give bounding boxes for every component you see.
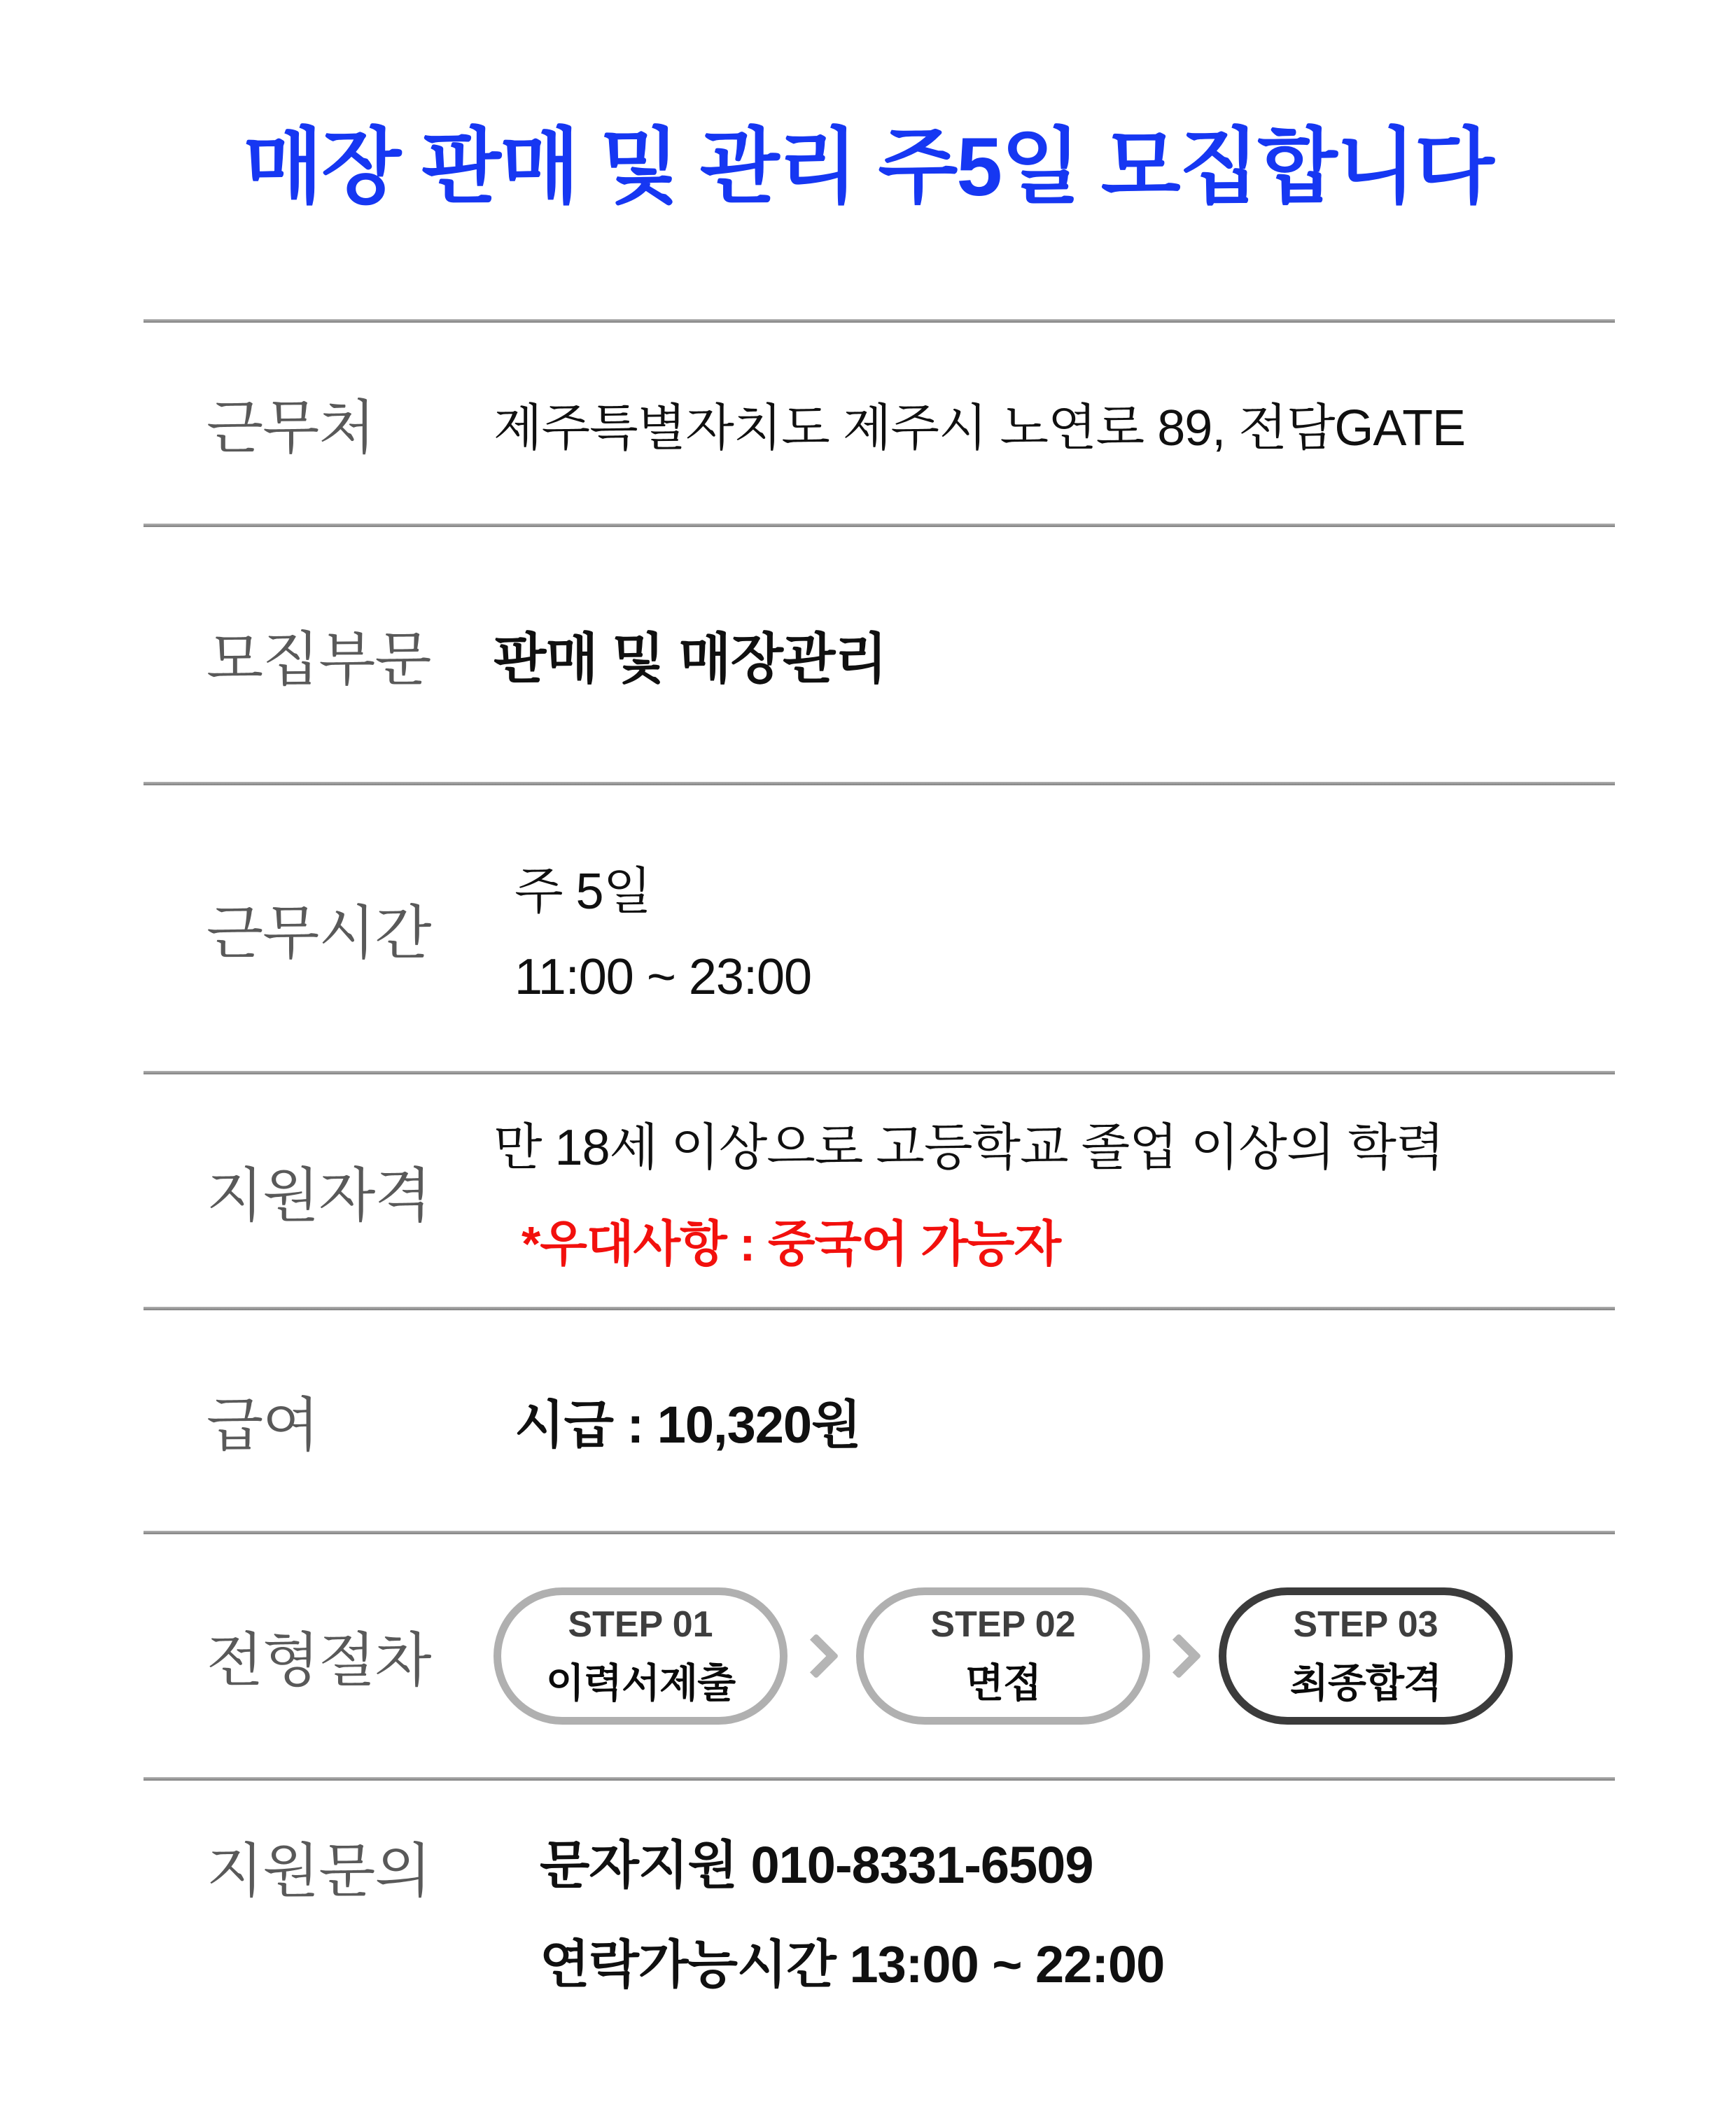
row-label-hiring-process: 전형절차 xyxy=(206,1627,431,1693)
step-3-number: STEP 03 xyxy=(1293,1604,1438,1645)
step-3-name: 최종합격 xyxy=(1289,1660,1442,1706)
row-work-hours xyxy=(0,785,1736,1071)
row-label-contact: 지원문의 xyxy=(206,1838,431,1904)
step-pill-2 xyxy=(856,1587,1150,1725)
contact-phone-text: 문자지원 010-8331-6509 xyxy=(540,1836,1093,1894)
hiring-steps xyxy=(493,1587,1736,1725)
step-2-number: STEP 02 xyxy=(930,1604,1076,1645)
row-recruit-field xyxy=(0,527,1736,782)
preferred-qualification-text: *우대사항 : 중국어 가능자 xyxy=(522,1216,1061,1271)
row-label-workplace: 근무처 xyxy=(206,395,375,461)
row-label-recruit-field: 모집부문 xyxy=(206,626,431,692)
row-label-work-hours: 근무시간 xyxy=(206,899,431,966)
hiring-process-value xyxy=(493,1587,1736,1725)
row-qualification xyxy=(0,1074,1736,1307)
qualification-value xyxy=(493,1107,1736,1275)
workplace-address: 제주특별자치도 제주시 노연로 89, 전담GATE xyxy=(493,400,1466,456)
row-contact xyxy=(0,1781,1736,2109)
qualification-text: 만 18세 이상으로 고등학교 졸업 이상의 학력 xyxy=(493,1119,1444,1176)
chevron-right-icon xyxy=(1156,1633,1201,1678)
contact-value xyxy=(493,1824,1736,1998)
step-2-name: 면접 xyxy=(965,1660,1042,1706)
recruit-field-text: 판매 및 매장관리 xyxy=(493,628,887,689)
row-label-qualification: 지원자격 xyxy=(206,1162,431,1228)
pay-value xyxy=(493,1384,1736,1458)
page-title: 매장 판매 및 관리 주5일 모집합니다 xyxy=(243,121,1493,213)
step-1-number: STEP 01 xyxy=(568,1604,713,1645)
work-time-text: 11:00 ~ 23:00 xyxy=(514,949,812,1005)
hourly-wage-text: 시급 : 10,320원 xyxy=(514,1395,861,1454)
workplace-value xyxy=(493,387,1736,460)
row-pay xyxy=(0,1310,1736,1531)
step-pill-1 xyxy=(493,1587,788,1725)
title-block xyxy=(0,0,1736,319)
work-days-text: 주 5일 xyxy=(514,864,652,920)
chevron-right-icon xyxy=(793,1633,839,1678)
recruit-field-value xyxy=(493,615,1736,694)
row-hiring-process xyxy=(0,1534,1736,1777)
row-label-pay: 급여 xyxy=(206,1392,319,1458)
step-pill-3 xyxy=(1219,1587,1513,1725)
work-hours-value xyxy=(493,850,1736,1006)
step-1-name: 이력서제출 xyxy=(545,1660,736,1706)
contact-hours-text: 연락가능시간 13:00 ~ 22:00 xyxy=(540,1935,1165,1993)
row-workplace xyxy=(0,323,1736,524)
